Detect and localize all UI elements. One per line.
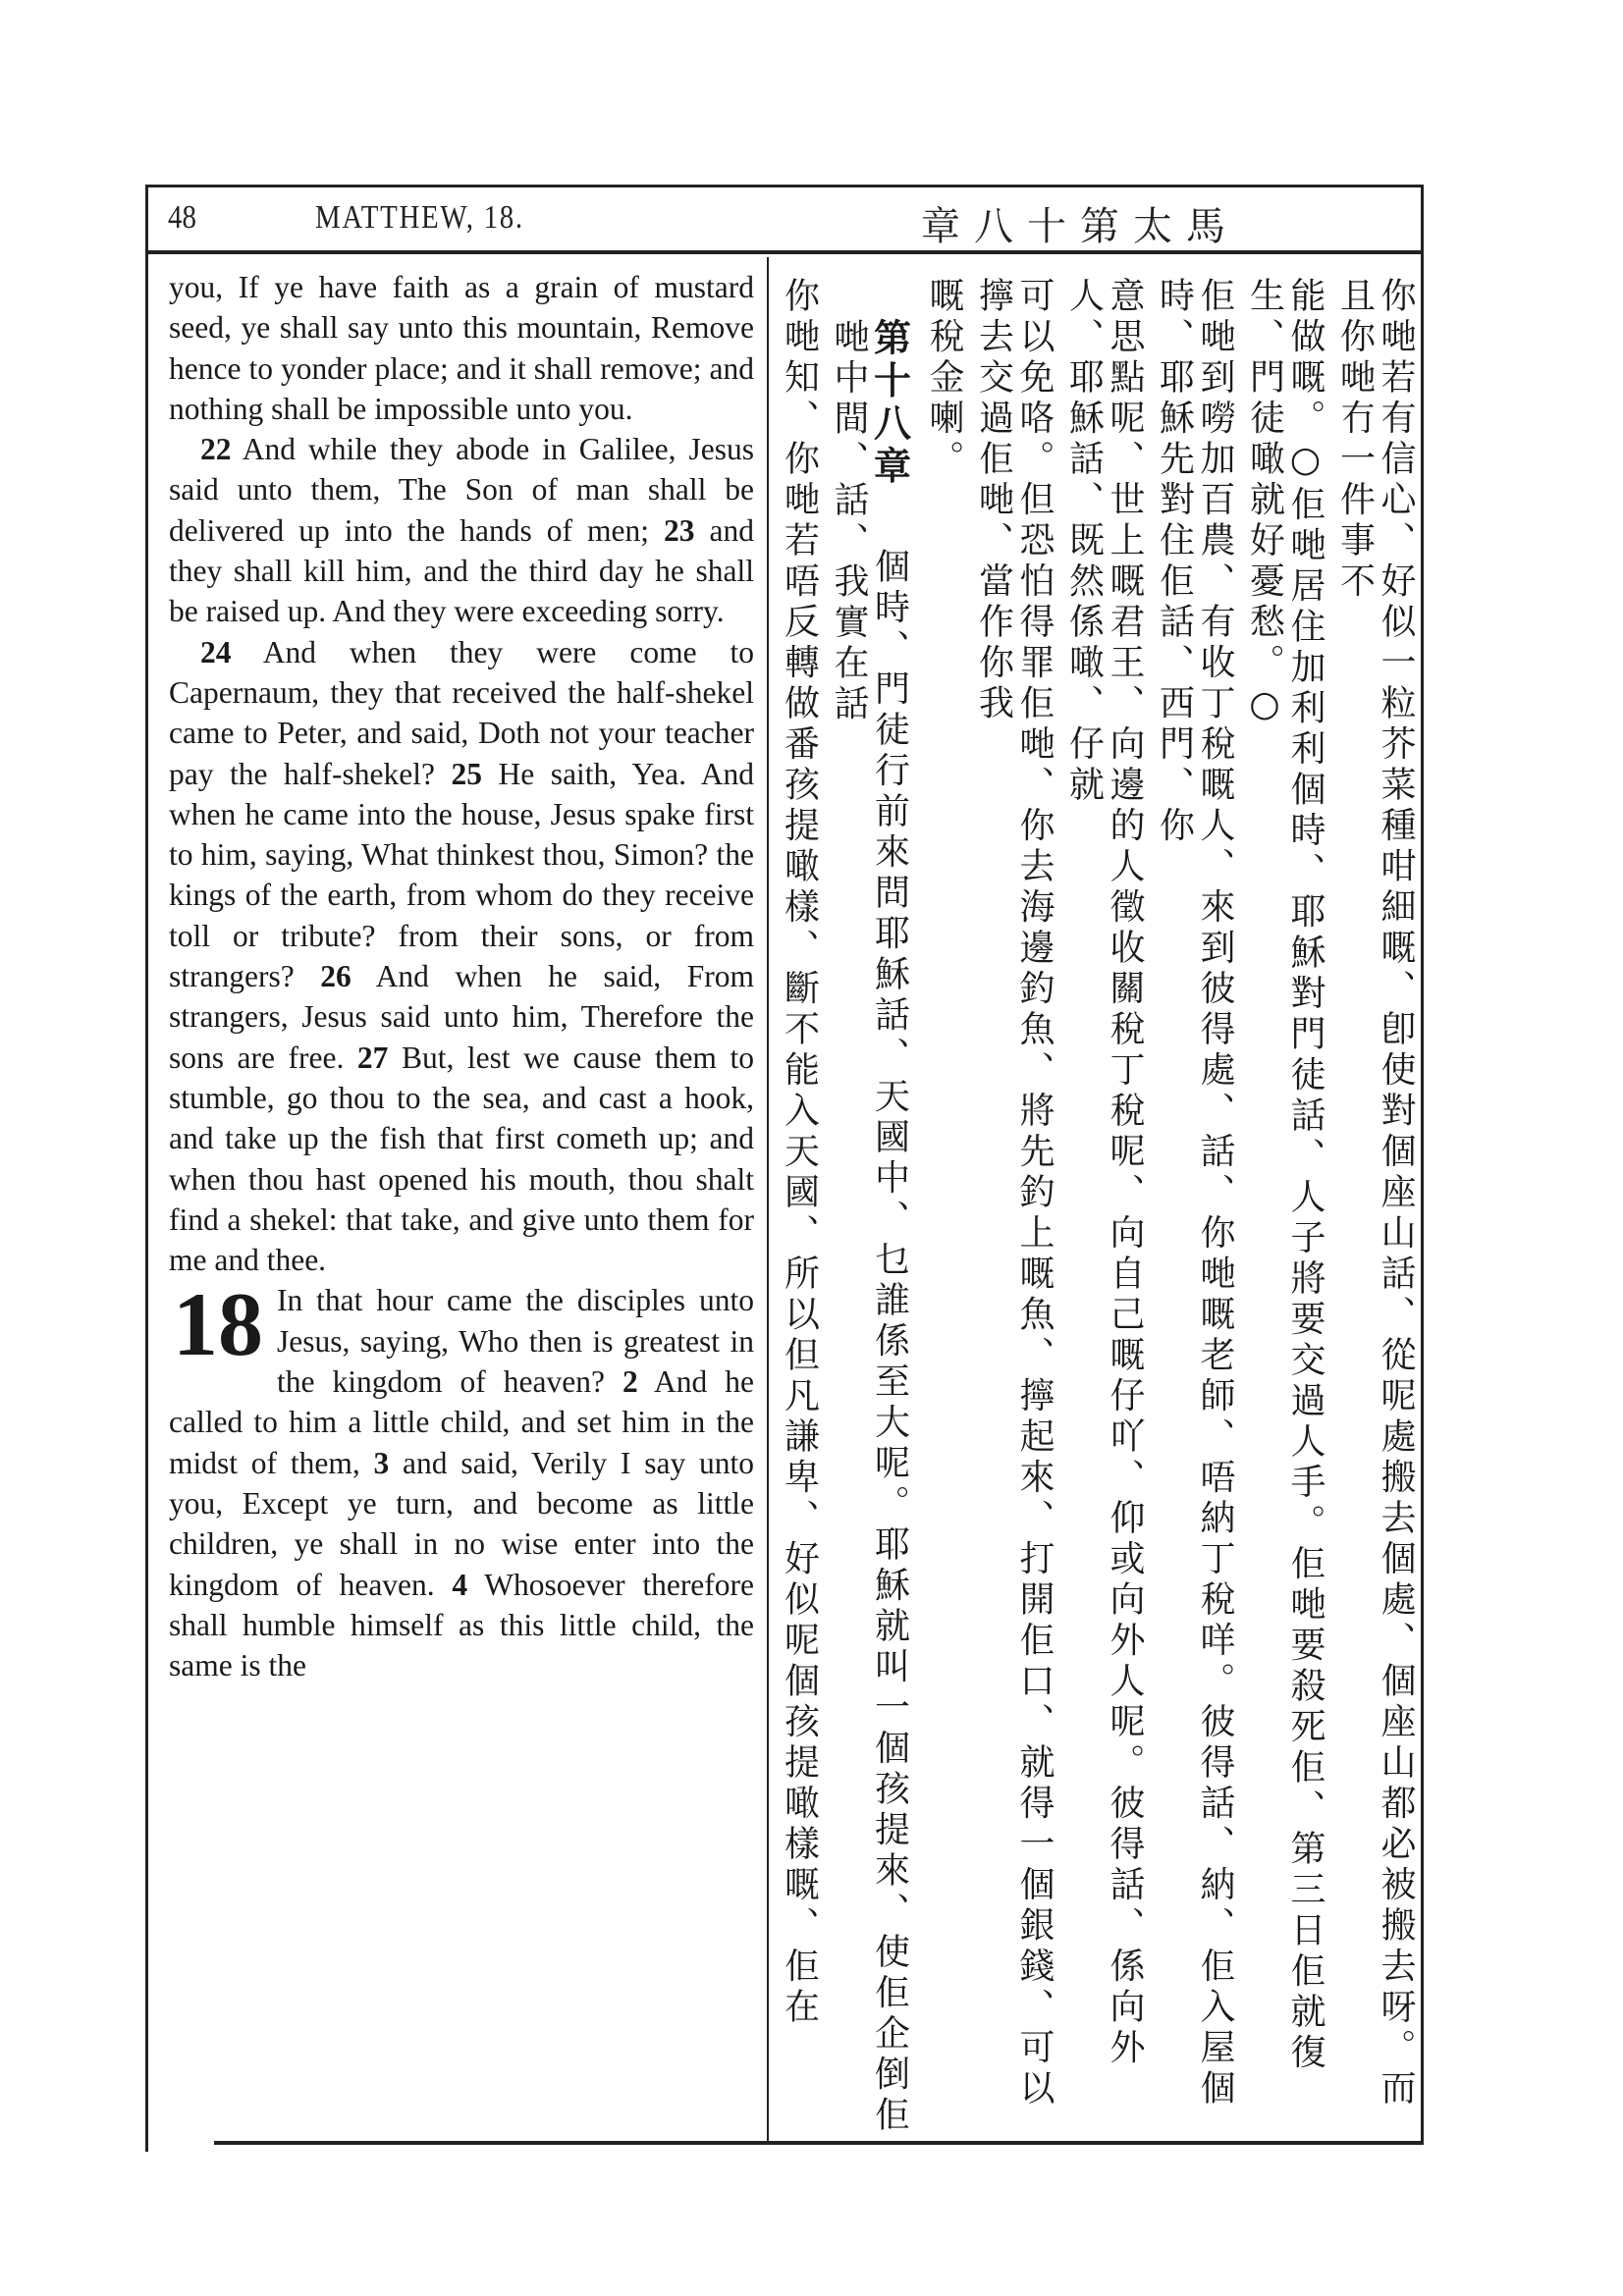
verse-number: 24 [200, 634, 232, 669]
verse-number: 26 [320, 959, 352, 994]
english-column [169, 267, 754, 1685]
chinese-text-column: 嘅稅金喇。 [924, 277, 964, 481]
page-number: 48 [168, 199, 196, 236]
chapter-number: 18 [173, 1274, 263, 1375]
verse-number: 4 [452, 1567, 468, 1602]
paragraph: 22 And while they abode in Galilee, Jesus said unto them, The Son of man shall be delivered up into the hands of men; 23 and they shall kill him, and the third day he shall be raised up. And they were exceeding sorry. [169, 432, 755, 629]
chinese-text-column: 意思點呢、世上嘅君王、向邊的人徵收關稅丁稅呢、向自己嘅仔吖、仰或向外人呢。彼得話、係向外人、耶穌話、既然係噉、仔就 [1063, 277, 1145, 2069]
chinese-chapter-heading: 第十八章個時、門徒行前來問耶穌話、天國中、乜誰係至大呢。耶穌就叫一個孩提來、使佢企倒佢哋中間、話、我實在話 [829, 318, 912, 2137]
paragraph: you, If ye have faith as a grain of mustard seed, ye shall say unto this mountain, Remove hence to yonder place; and it shall remove; and nothing shall be impossible unto you. [169, 270, 754, 426]
chinese-text-column: 你哋知、你哋若唔反轉做番孩提噉樣、斷不能入天國、所以但凡謙卑、好似呢個孩提噉樣嘅、佢在 [779, 277, 820, 2029]
paragraph: 24 And when they were come to Capernaum, they that received the half-shekel came to Peter, and said, Doth not your teacher pay the half-shekel? 25 He saith, Yea. And when he came into the house, Jesus spake first to him, saying, What thinkest thou, Simon? the kings of the earth, from whom do they receive toll or tribute? from their sons, or from strangers? 26 And when he said, From strangers, Jesus said unto him, Therefore the sons are free. 27 But, lest we cause them to stumble, go thou to the sea, and cast a hook, and take up the fish that first cometh up; and when thou hast opened his mouth, thou shalt find a shekel: that take, and give unto them for me and thee. [169, 634, 755, 1278]
verse-number: 27 [356, 1040, 389, 1075]
chinese-text-column: 佢哋到嘮加百農、有收丁稅嘅人、來到彼得處、話、你哋嘅老師、唔納丁稅咩。彼得話、納、佢入屋個時、耶穌先對住佢話、西門、你 [1154, 277, 1235, 2110]
chinese-text-column: 能做嘅。○佢哋居住加利利個時、耶穌對門徒話、人子將要交過人手。佢哋要殺死佢、第三日佢就復生、門徒噉就好憂愁。○ [1244, 277, 1325, 2074]
verse-number: 22 [200, 432, 232, 467]
running-title: MATTHEW, 18. [315, 199, 524, 236]
verse-number: 3 [373, 1445, 390, 1480]
page-header [148, 187, 1421, 254]
chinese-text-column: 你哋若有信心、好似一粒芥菜種咁細嘅、卽使對個座山話、從呢處搬去個處、個座山都必被搬去呀。而且你哋冇一件事不 [1334, 277, 1416, 2110]
verse-number: 25 [451, 756, 482, 791]
verse-number: 2 [622, 1364, 638, 1400]
column-divider [767, 257, 769, 2144]
chinese-text-column: 可以免咯。但恐怕得罪佢哋、你去海邊釣魚、將先釣上嘅魚、擰起來、打開佢口、就得一個銀錢、可以擰去交過佢哋、當作你我 [973, 277, 1055, 2110]
chinese-column [778, 277, 1416, 2142]
chapter-paragraph: 18 In that hour came the disciples unto Jesus, saying, Who then is greatest in the kingdom of heaven? 2 And he called to him a little child, and set him in the midst of them, 3 and said, Verily I say unto you, Except ye turn, and become as little children, ye shall in no wise enter into the kingdom of heaven. 4 Whosoever therefore shall humble himself as this little child, the same is the [169, 1274, 755, 1683]
verse-number: 23 [664, 512, 695, 548]
chinese-running-title: 馬太第十八章 [921, 204, 1239, 249]
